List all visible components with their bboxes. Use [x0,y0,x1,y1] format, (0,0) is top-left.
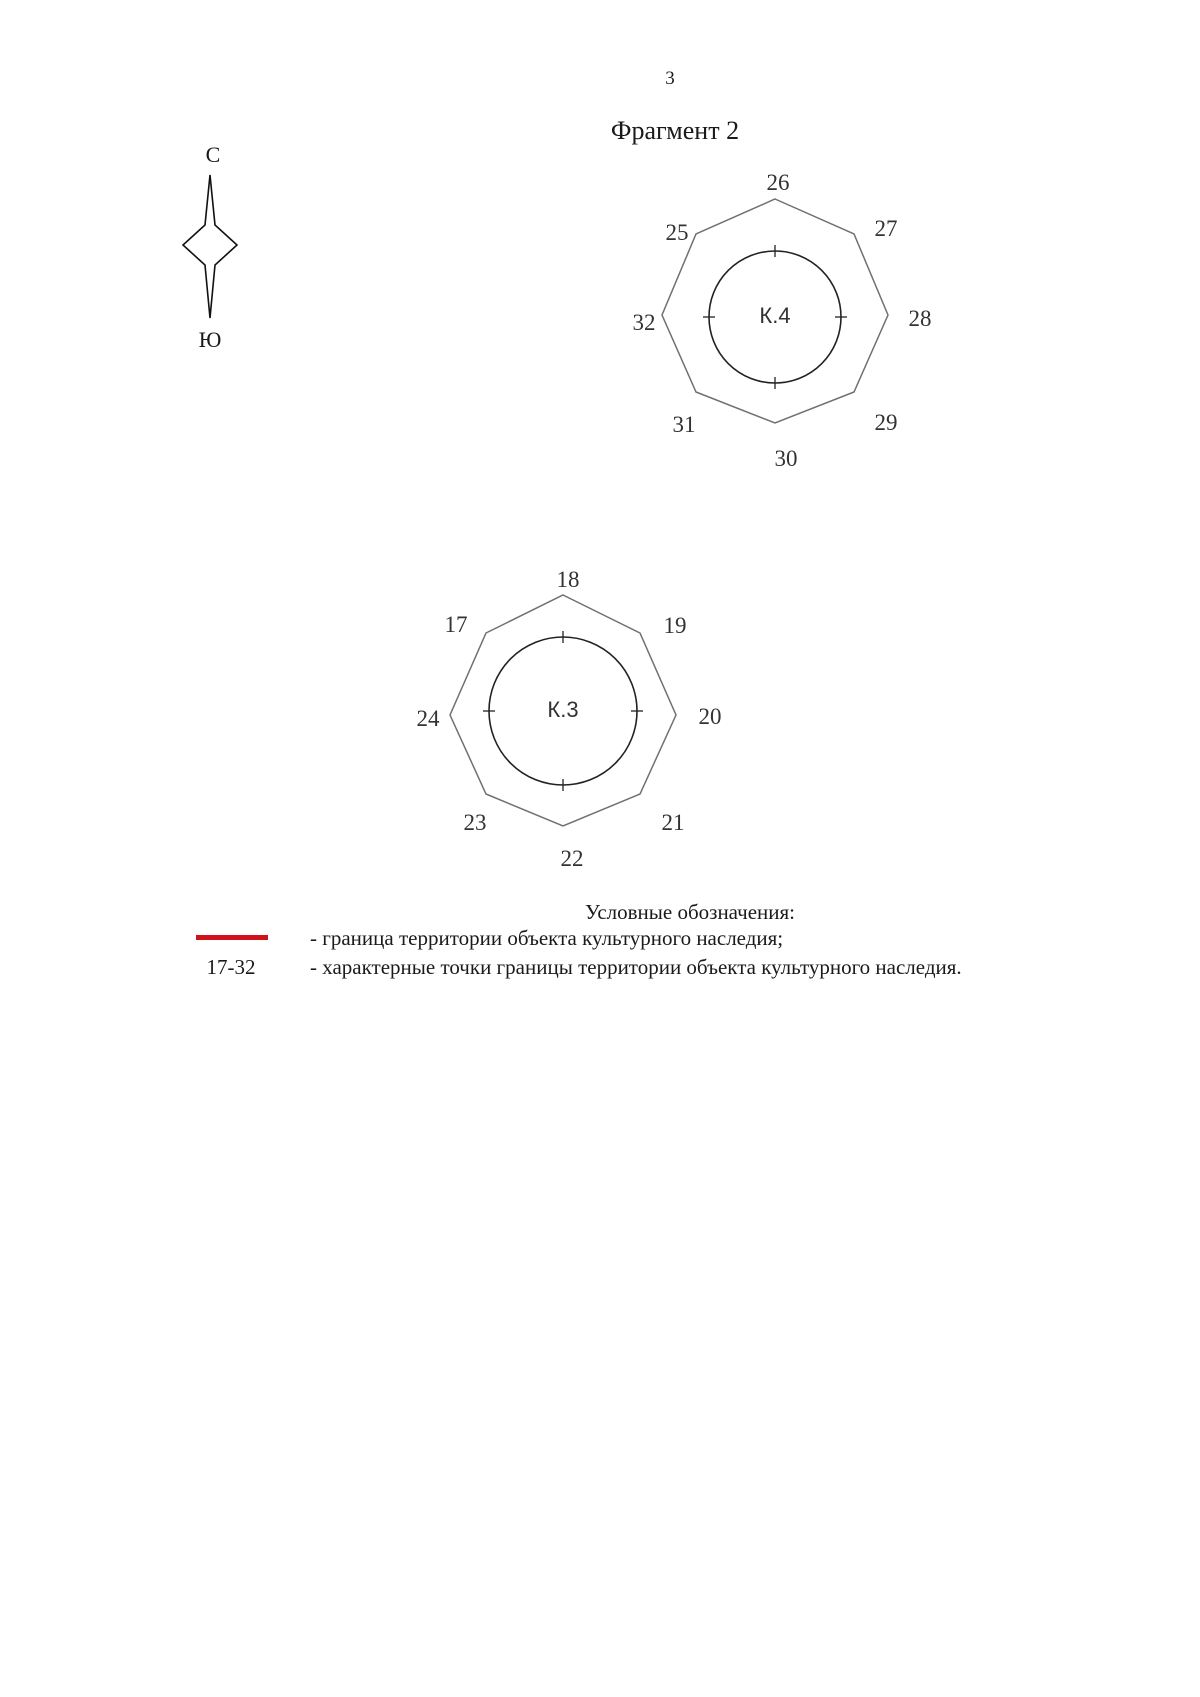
point-label: 22 [560,846,584,871]
legend-points-key: 17-32 [206,955,256,979]
point-label: 24 [416,706,440,731]
point-label: 17 [444,612,468,637]
point-label: 23 [463,810,487,835]
fragment-title: Фрагмент 2 [610,116,740,145]
legend-boundary-swatch [196,935,268,940]
compass-south-label: Ю [198,327,222,352]
point-label: 29 [874,410,898,435]
object-k4-label: К.4 [759,303,791,328]
page-number: 3 [665,68,675,89]
legend-points-text: - характерные точки границы территории объекта культурного наследия. [310,955,962,979]
point-label: 30 [774,446,798,471]
point-label: 21 [661,810,685,835]
point-label: 25 [665,220,689,245]
point-label: 27 [874,216,898,241]
point-label: 32 [632,310,656,335]
object-k3-label: К.3 [547,697,579,722]
point-label: 18 [556,567,580,592]
point-label: 20 [698,704,722,729]
point-label: 31 [672,412,696,437]
point-label: 28 [908,306,932,331]
compass-north-label: С [205,142,221,167]
legend-title: Условные обозначения: [584,900,796,924]
point-label: 19 [663,613,687,638]
legend-boundary-text: - граница территории объекта культурного наследия; [310,926,784,950]
point-label: 26 [766,170,790,195]
